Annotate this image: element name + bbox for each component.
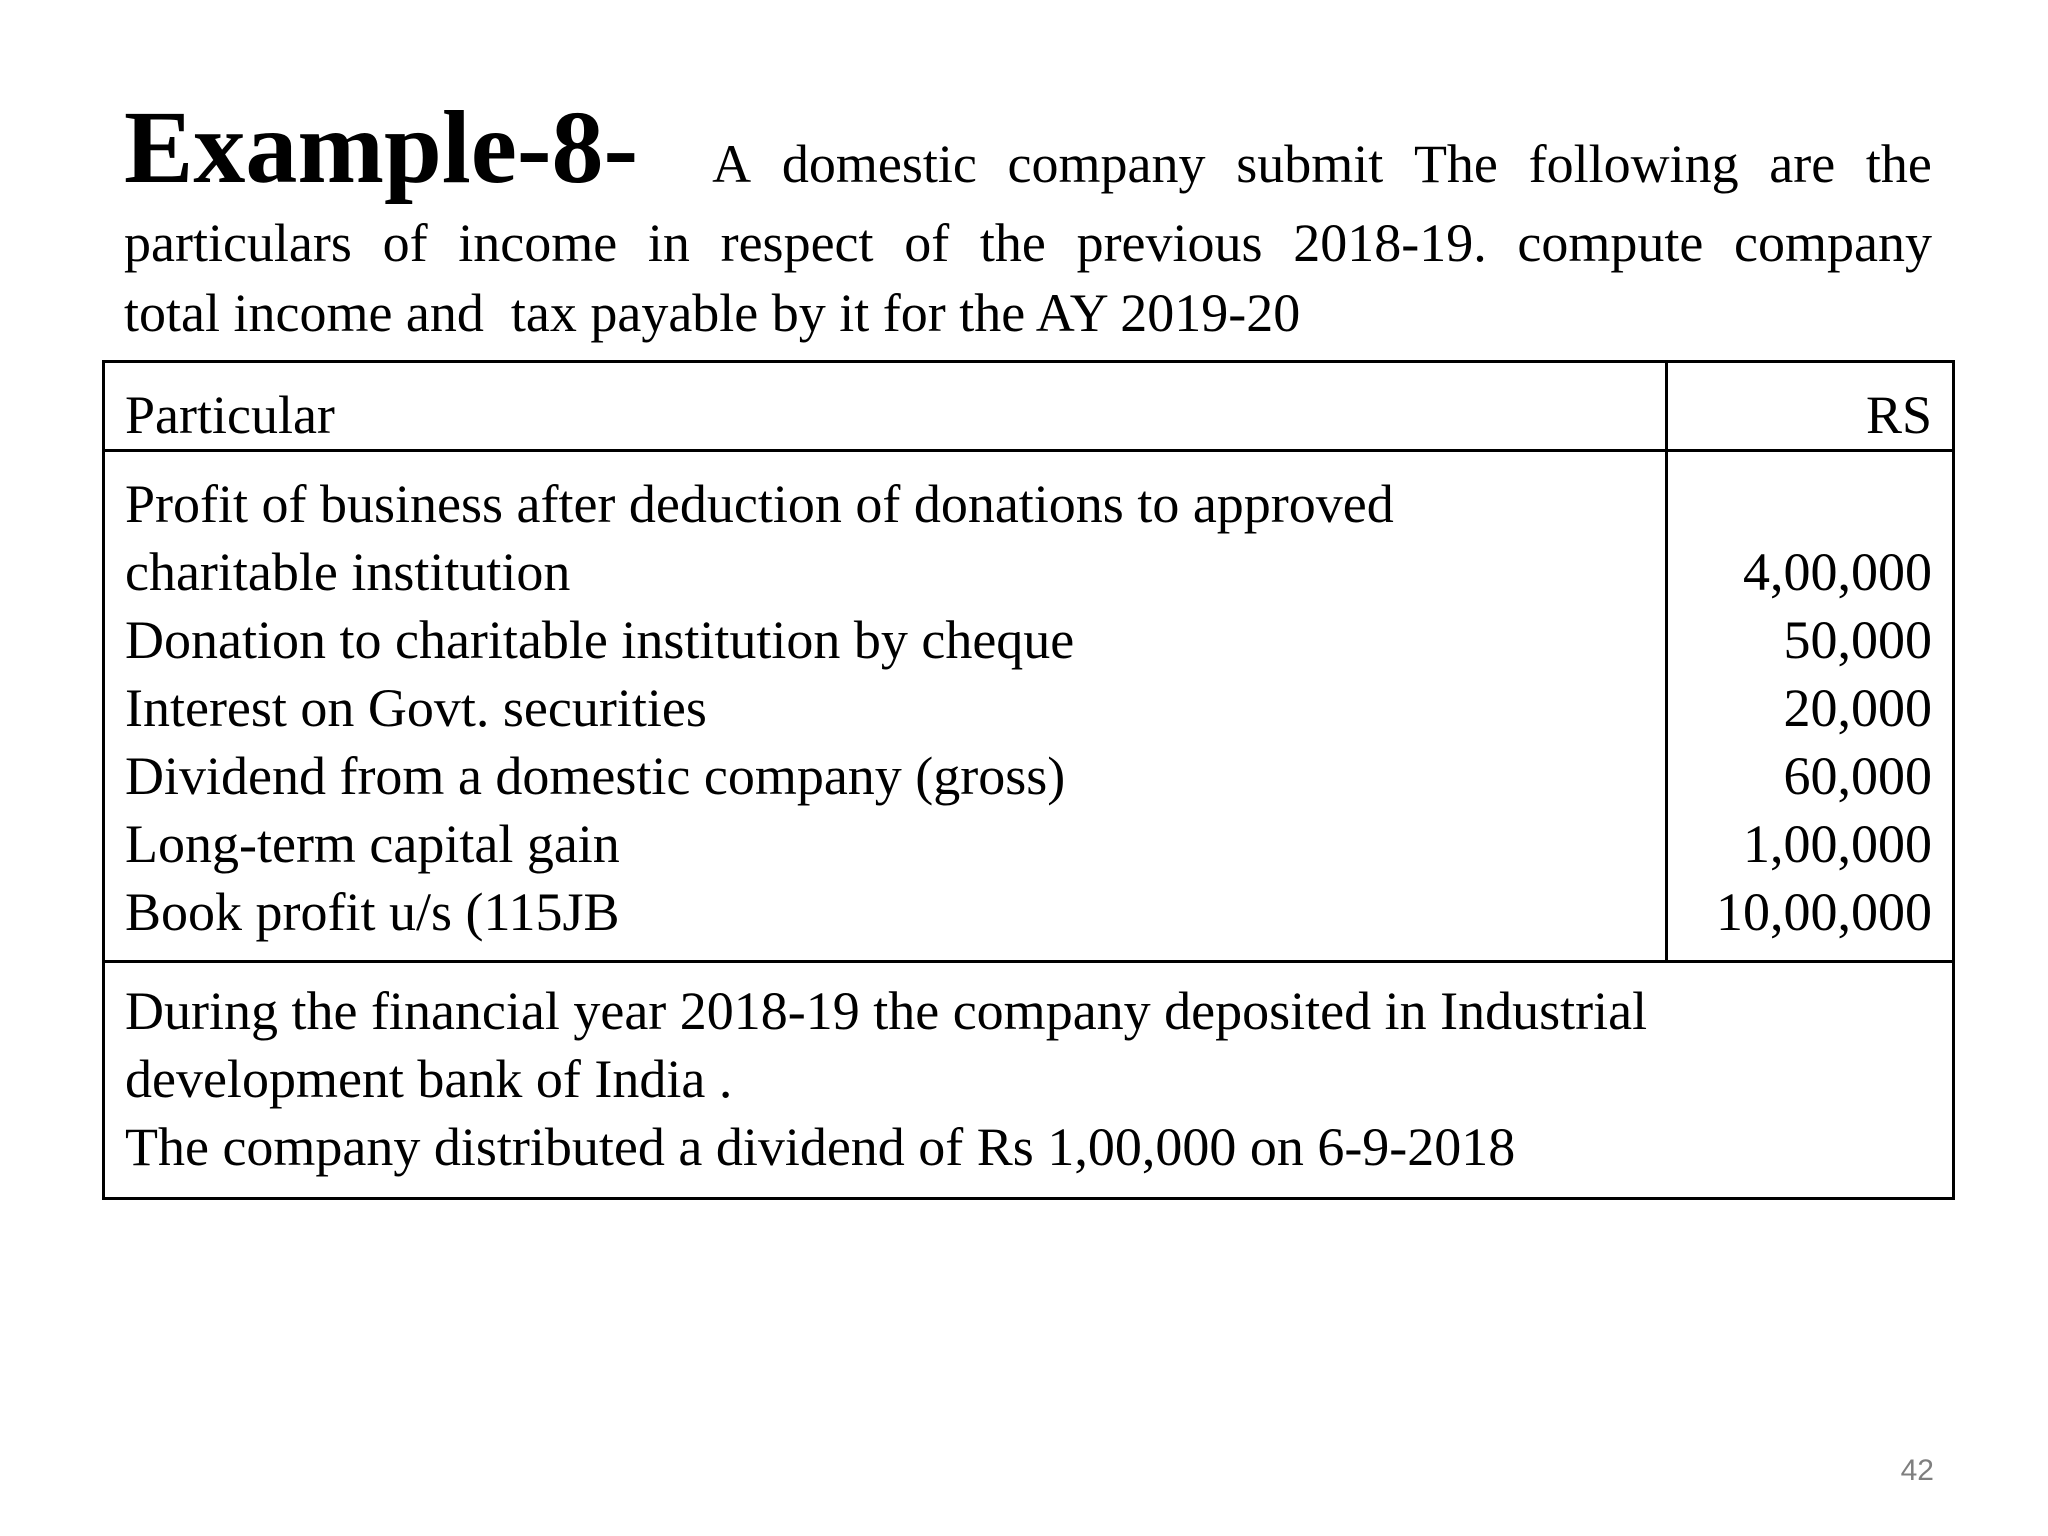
table-row-amount: 50,000 bbox=[1783, 610, 1932, 670]
table-items-row bbox=[104, 451, 1954, 962]
table-row-amount: 60,000 bbox=[1783, 746, 1932, 806]
intro-word: The bbox=[1413, 134, 1498, 194]
intro-word: the bbox=[1865, 134, 1932, 194]
table-row-label: Profit of business after deduction of donations to approved bbox=[125, 474, 1394, 534]
intro-word: are bbox=[1769, 134, 1836, 194]
intro-line-3: total income and tax payable by it for the AY 2019-20 bbox=[124, 283, 1301, 343]
intro-line-1-text bbox=[712, 129, 1932, 199]
problem-statement bbox=[124, 90, 1932, 348]
table-row-amount: 1,00,000 bbox=[1743, 814, 1932, 874]
table-row-label: Donation to charitable institution by cheque bbox=[125, 610, 1075, 670]
intro-word: submit bbox=[1236, 134, 1384, 194]
intro-word: domestic bbox=[781, 134, 977, 194]
notes-cell bbox=[104, 962, 1954, 1199]
table-row-label: Dividend from a domestic company (gross) bbox=[125, 746, 1066, 806]
table-row-amount bbox=[1688, 470, 1932, 538]
table-notes-row bbox=[104, 962, 1954, 1199]
table-header-row bbox=[104, 362, 1954, 451]
table-row-label: Interest on Govt. securities bbox=[125, 678, 707, 738]
amount-column-header: RS bbox=[1667, 362, 1954, 451]
example-heading: Example-8- bbox=[124, 90, 639, 205]
note-line: During the financial year 2018-19 the company deposited in Industrial bbox=[125, 981, 1648, 1041]
intro-word: following bbox=[1528, 134, 1739, 194]
table-row-label: Long-term capital gain bbox=[125, 814, 620, 874]
table-row-label: charitable institution bbox=[125, 542, 571, 602]
page-number: 42 bbox=[1900, 1454, 1934, 1487]
intro-line-1 bbox=[124, 90, 1932, 208]
table-row-amount: 20,000 bbox=[1783, 678, 1932, 738]
note-line: The company distributed a dividend of Rs 1,00,000 on 6-9-2018 bbox=[125, 1117, 1516, 1177]
table-row-label: Book profit u/s (115JB bbox=[125, 882, 620, 942]
note-line: development bank of India . bbox=[125, 1049, 733, 1109]
intro-word: A bbox=[712, 134, 752, 194]
items-cell bbox=[104, 451, 1667, 962]
intro-line-2: particulars of income in respect of the previous 2018-19. compute company bbox=[124, 213, 1932, 273]
table-row-amount: 4,00,000 bbox=[1743, 542, 1932, 602]
table-row-amount: 10,00,000 bbox=[1716, 882, 1932, 942]
intro-word: company bbox=[1007, 134, 1206, 194]
amounts-cell bbox=[1667, 451, 1954, 962]
particulars-table bbox=[102, 360, 1955, 1200]
particular-column-header: Particular bbox=[104, 362, 1667, 451]
